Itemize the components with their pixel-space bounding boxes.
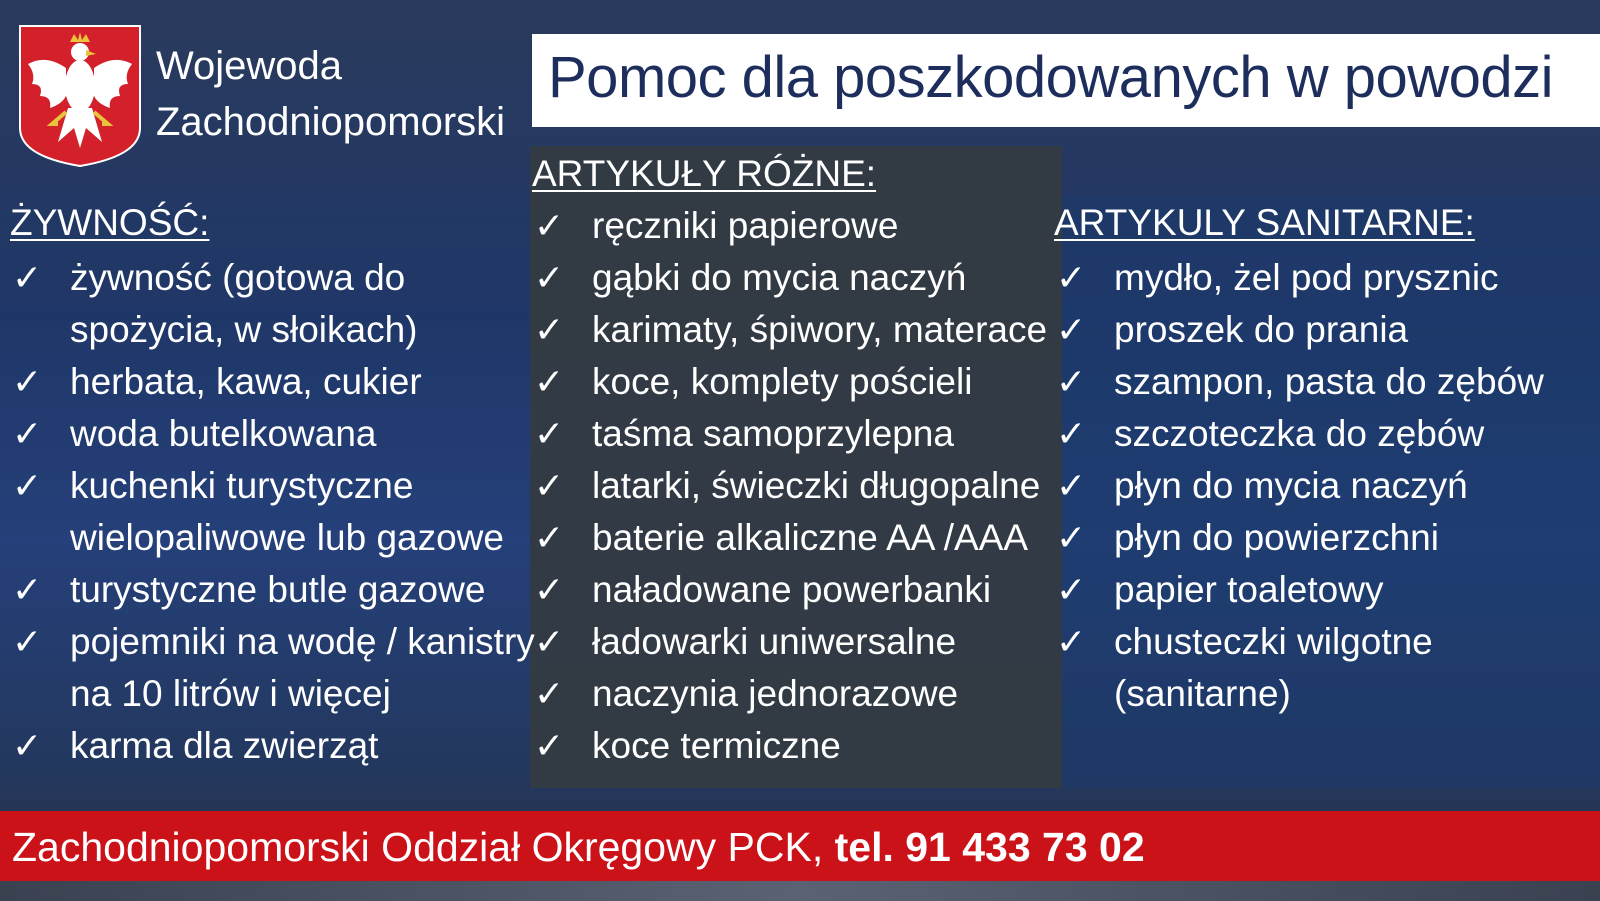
list-item: [534, 668, 1047, 720]
list-item-text: szampon, pasta do zębów: [1114, 361, 1544, 402]
list-item: [1056, 304, 1544, 356]
list-item: [534, 616, 1047, 668]
list-item-text: latarki, świeczki długopalne: [592, 465, 1041, 506]
list-item: [534, 512, 1047, 564]
list-item-text: koce, komplety pościeli: [592, 361, 973, 402]
list-item: [12, 252, 535, 356]
list-item: [1056, 564, 1544, 616]
check-icon: ✓: [534, 413, 565, 454]
check-icon: ✓: [534, 725, 565, 766]
list-item: [1056, 252, 1544, 304]
list-item-text: mydło, żel pod prysznic: [1114, 257, 1499, 298]
check-icon: ✓: [1056, 257, 1087, 298]
check-icon: ✓: [1056, 465, 1087, 506]
check-icon: ✓: [12, 361, 43, 402]
list-item-text: spożycia, w słoikach): [70, 309, 418, 350]
check-icon: ✓: [1056, 517, 1087, 558]
list-item: [534, 252, 1047, 304]
list-item: [12, 460, 535, 564]
polish-eagle-emblem-icon: [18, 24, 142, 173]
footer-contact: [12, 824, 1145, 871]
check-icon: ✓: [534, 361, 565, 402]
list-item-text: płyn do powierzchni: [1114, 517, 1439, 558]
footer-organization: Zachodniopomorski Oddział Okręgowy PCK,: [12, 824, 835, 870]
list-item: [1056, 356, 1544, 408]
list-item: [12, 356, 535, 408]
sanitary-list: [1056, 252, 1544, 720]
list-item-text: gąbki do mycia naczyń: [592, 257, 967, 298]
list-item-text: chusteczki wilgotne: [1114, 621, 1433, 662]
page-title: Pomoc dla poszkodowanych w powodzi: [548, 45, 1553, 110]
list-item-text: szczoteczka do zębów: [1114, 413, 1485, 454]
list-item-text: proszek do prania: [1114, 309, 1409, 350]
check-icon: ✓: [12, 413, 43, 454]
list-item-text: koce termiczne: [592, 725, 841, 766]
list-item-text: ręczniki papierowe: [592, 205, 899, 246]
check-icon: ✓: [534, 257, 565, 298]
list-item: [534, 200, 1047, 252]
list-item: [534, 356, 1047, 408]
footer-phone: tel. 91 433 73 02: [834, 824, 1145, 870]
check-icon: ✓: [534, 517, 565, 558]
check-icon: ✓: [1056, 361, 1087, 402]
list-item: [534, 304, 1047, 356]
list-item: [12, 564, 535, 616]
list-item: [1056, 616, 1544, 720]
check-icon: ✓: [12, 621, 43, 662]
check-icon: ✓: [534, 621, 565, 662]
list-item: [1056, 512, 1544, 564]
list-item-text: taśma samoprzylepna: [592, 413, 954, 454]
list-item-text: naładowane powerbanki: [592, 569, 992, 610]
list-item-text: turystyczne butle gazowe: [70, 569, 486, 610]
check-icon: ✓: [1056, 413, 1087, 454]
organization-name: [156, 38, 505, 150]
sanitary-heading: ARTYKULY SANITARNE:: [1054, 202, 1475, 243]
list-item-text: płyn do mycia naczyń: [1114, 465, 1468, 506]
list-item-text: baterie alkaliczne AA /AAA: [592, 517, 1029, 558]
list-item-text: naczynia jednorazowe: [592, 673, 959, 714]
check-icon: ✓: [534, 465, 565, 506]
list-item-text: papier toaletowy: [1114, 569, 1384, 610]
org-name-line-1: Wojewoda: [156, 44, 343, 88]
check-icon: ✓: [12, 569, 43, 610]
list-item-text: karma dla zwierząt: [70, 725, 379, 766]
check-icon: ✓: [12, 725, 43, 766]
list-item: [534, 460, 1047, 512]
check-icon: ✓: [12, 257, 43, 298]
various-heading: ARTYKUŁY RÓŻNE:: [532, 153, 877, 194]
list-item: [534, 408, 1047, 460]
list-item-text: woda butelkowana: [70, 413, 377, 454]
list-item: [12, 720, 535, 772]
check-icon: ✓: [1056, 309, 1087, 350]
various-list: [534, 200, 1047, 772]
check-icon: ✓: [1056, 621, 1087, 662]
list-item-text: na 10 litrów i więcej: [70, 673, 391, 714]
list-item-text: (sanitarne): [1114, 673, 1291, 714]
food-list: [12, 252, 535, 772]
list-item-text: ładowarki uniwersalne: [592, 621, 957, 662]
list-item: [534, 564, 1047, 616]
check-icon: ✓: [12, 465, 43, 506]
list-item-text: pojemniki na wodę / kanistry: [70, 621, 535, 662]
list-item-text: wielopaliwowe lub gazowe: [70, 517, 504, 558]
food-heading: ŻYWNOŚĆ:: [10, 202, 210, 243]
list-item-text: herbata, kawa, cukier: [70, 361, 422, 402]
list-item-text: karimaty, śpiwory, materace: [592, 309, 1048, 350]
list-item: [12, 408, 535, 460]
bottom-strip: [0, 881, 1600, 901]
list-item: [1056, 460, 1544, 512]
list-item: [534, 720, 1047, 772]
list-item-text: żywność (gotowa do: [70, 257, 406, 298]
org-name-line-2: Zachodniopomorski: [156, 100, 506, 144]
check-icon: ✓: [534, 673, 565, 714]
check-icon: ✓: [1056, 569, 1087, 610]
list-item-text: kuchenki turystyczne: [70, 465, 414, 506]
list-item: [1056, 408, 1544, 460]
check-icon: ✓: [534, 569, 565, 610]
list-item: [12, 616, 535, 720]
check-icon: ✓: [534, 205, 565, 246]
check-icon: ✓: [534, 309, 565, 350]
